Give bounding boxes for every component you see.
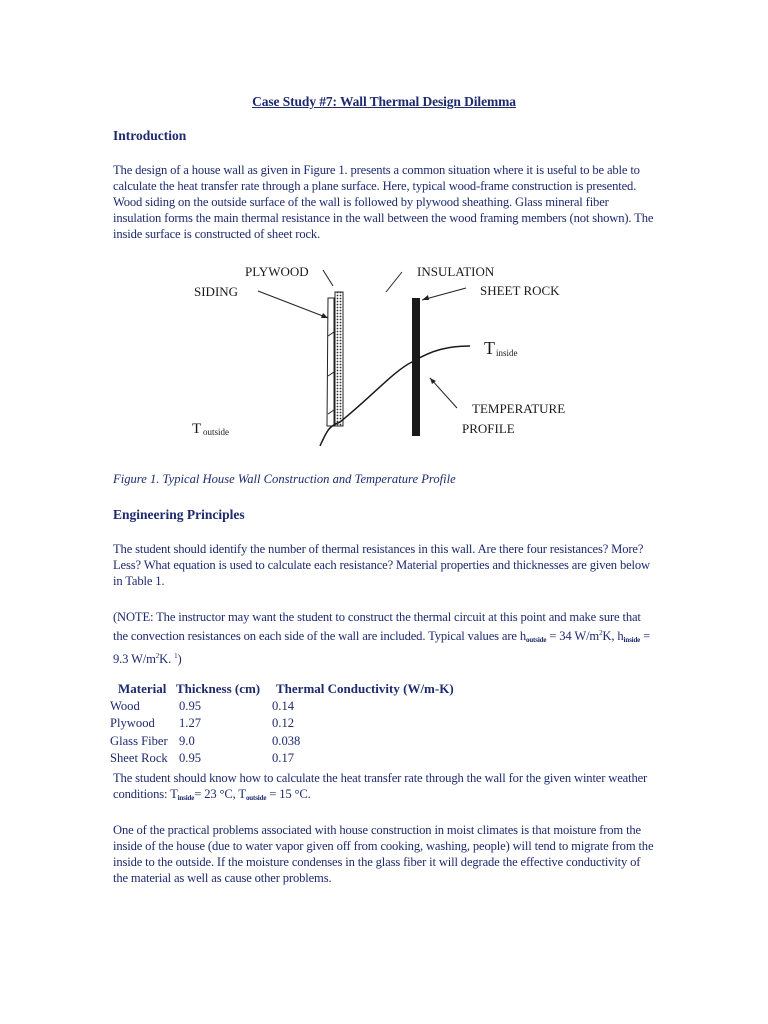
h-outside-subscript: outside	[525, 636, 547, 644]
table-cell-thickness: 0.95	[179, 698, 202, 713]
table-cell-material: Sheet Rock	[110, 751, 168, 765]
table-row	[110, 698, 496, 716]
h-outside-unit: K,	[602, 629, 618, 643]
h-outside-squared: 2	[599, 629, 603, 637]
t-inside-value: = 23 °C, T	[194, 787, 246, 801]
table-cell-conductivity: 0.17	[272, 751, 295, 765]
conditions-text: The student should know how to calculate the heat transfer rate through the wall for the given winter weather conditions: T	[113, 771, 648, 801]
t-inside-label: T	[484, 338, 495, 358]
introduction-paragraph: The design of a house wall as given in Figure 1. presents a common situation where it is useful to be able to calculate the heat transfer rate through a plane surface. Here, typical wood-frame construction is presented. Wood siding on the outside surface of the wall is followed by plywood sheathing. Glass mineral fiber insulation forms the main thermal resistance in the wall between the wood framing members (not shown). The inside surface is constructed of sheet rock.	[113, 163, 654, 241]
table-cell-thickness: 0.95	[179, 751, 202, 765]
introduction-heading: Introduction	[113, 128, 187, 143]
header-material: Material	[118, 681, 167, 696]
h-inside-squared: 2	[155, 652, 160, 660]
table-row	[110, 733, 496, 751]
h-inside-symbol: h	[617, 629, 624, 643]
t-outside-value: = 15 °C.	[266, 787, 311, 801]
note-paragraph	[113, 609, 658, 667]
figure-caption: Figure 1. Typical House Wall Construction and Temperature Profile	[113, 472, 456, 486]
table-row	[110, 715, 496, 733]
footnote-reference: 1	[174, 652, 178, 660]
t-outside-subscript-text: outside	[245, 794, 267, 802]
t-inside-subscript-text: inside	[177, 794, 195, 802]
plywood-shape	[335, 292, 343, 426]
material-properties-table	[110, 680, 496, 768]
t-inside-subscript: inside	[496, 348, 518, 358]
t-outside-subscript: outside	[203, 427, 229, 437]
note-close-paren: )	[177, 652, 182, 666]
insulation-label: INSULATION	[417, 264, 495, 279]
engineering-paragraph: The student should identify the number of thermal resistances in this wall. Are there four resistances? More? Less? What equation is used to calculate each resistance? Material properties and thicknesses are given below in Table 1.	[113, 542, 650, 588]
table-cell-conductivity: 0.14	[272, 698, 295, 713]
temperature-label: TEMPERATURE	[472, 401, 566, 416]
table-cell-material: Plywood	[110, 716, 155, 730]
sheet-rock-label: SHEET ROCK	[480, 283, 560, 298]
plywood-label: PLYWOOD	[245, 264, 309, 279]
moisture-paragraph: One of the practical problems associated with house construction in moist climates is that moisture from the inside of the house (due to water vapor given off from cooking, washing, people) will tend to migrate from the inside to the outside. If the moisture condenses in the glass fiber it will degrade the effective conductivity of the material as well as cause other problems.	[113, 823, 654, 885]
t-outside-label: T	[192, 421, 202, 437]
table-cell-material: Wood	[110, 698, 140, 713]
note-text: (NOTE: The instructor may want the student to construct the thermal circuit at this point and make sure that the convection resistances on each side of the wall are included. Typical values are	[113, 610, 641, 643]
h-outside-value: = 34 W/m	[546, 629, 600, 643]
table-row	[110, 750, 496, 768]
header-conductivity: Thermal Conductivity (W/m-K)	[276, 681, 454, 696]
table-cell-thickness: 1.27	[179, 716, 202, 730]
h-outside-symbol: h	[519, 629, 526, 643]
h-inside-value: = 9.3 W/m	[113, 629, 651, 666]
profile-label: PROFILE	[462, 421, 515, 436]
h-inside-subscript: inside	[623, 636, 641, 644]
siding-label: SIDING	[194, 284, 239, 299]
table-cell-thickness: 9.0	[179, 733, 195, 748]
wall-figure	[180, 258, 600, 448]
table-cell-conductivity: 0.12	[272, 716, 295, 730]
conditions-paragraph	[113, 770, 658, 806]
sheet-rock-shape	[412, 298, 420, 436]
h-inside-unit: K.	[159, 652, 175, 666]
header-thickness: Thickness (cm)	[176, 681, 261, 696]
table-header-row	[110, 680, 496, 698]
siding-shape	[327, 298, 334, 426]
page-title: Case Study #7: Wall Thermal Design Dilemma	[252, 94, 516, 109]
table-cell-conductivity: 0.038	[272, 733, 301, 748]
engineering-principles-heading: Engineering Principles	[113, 507, 245, 522]
table-cell-material: Glass Fiber	[110, 733, 168, 748]
